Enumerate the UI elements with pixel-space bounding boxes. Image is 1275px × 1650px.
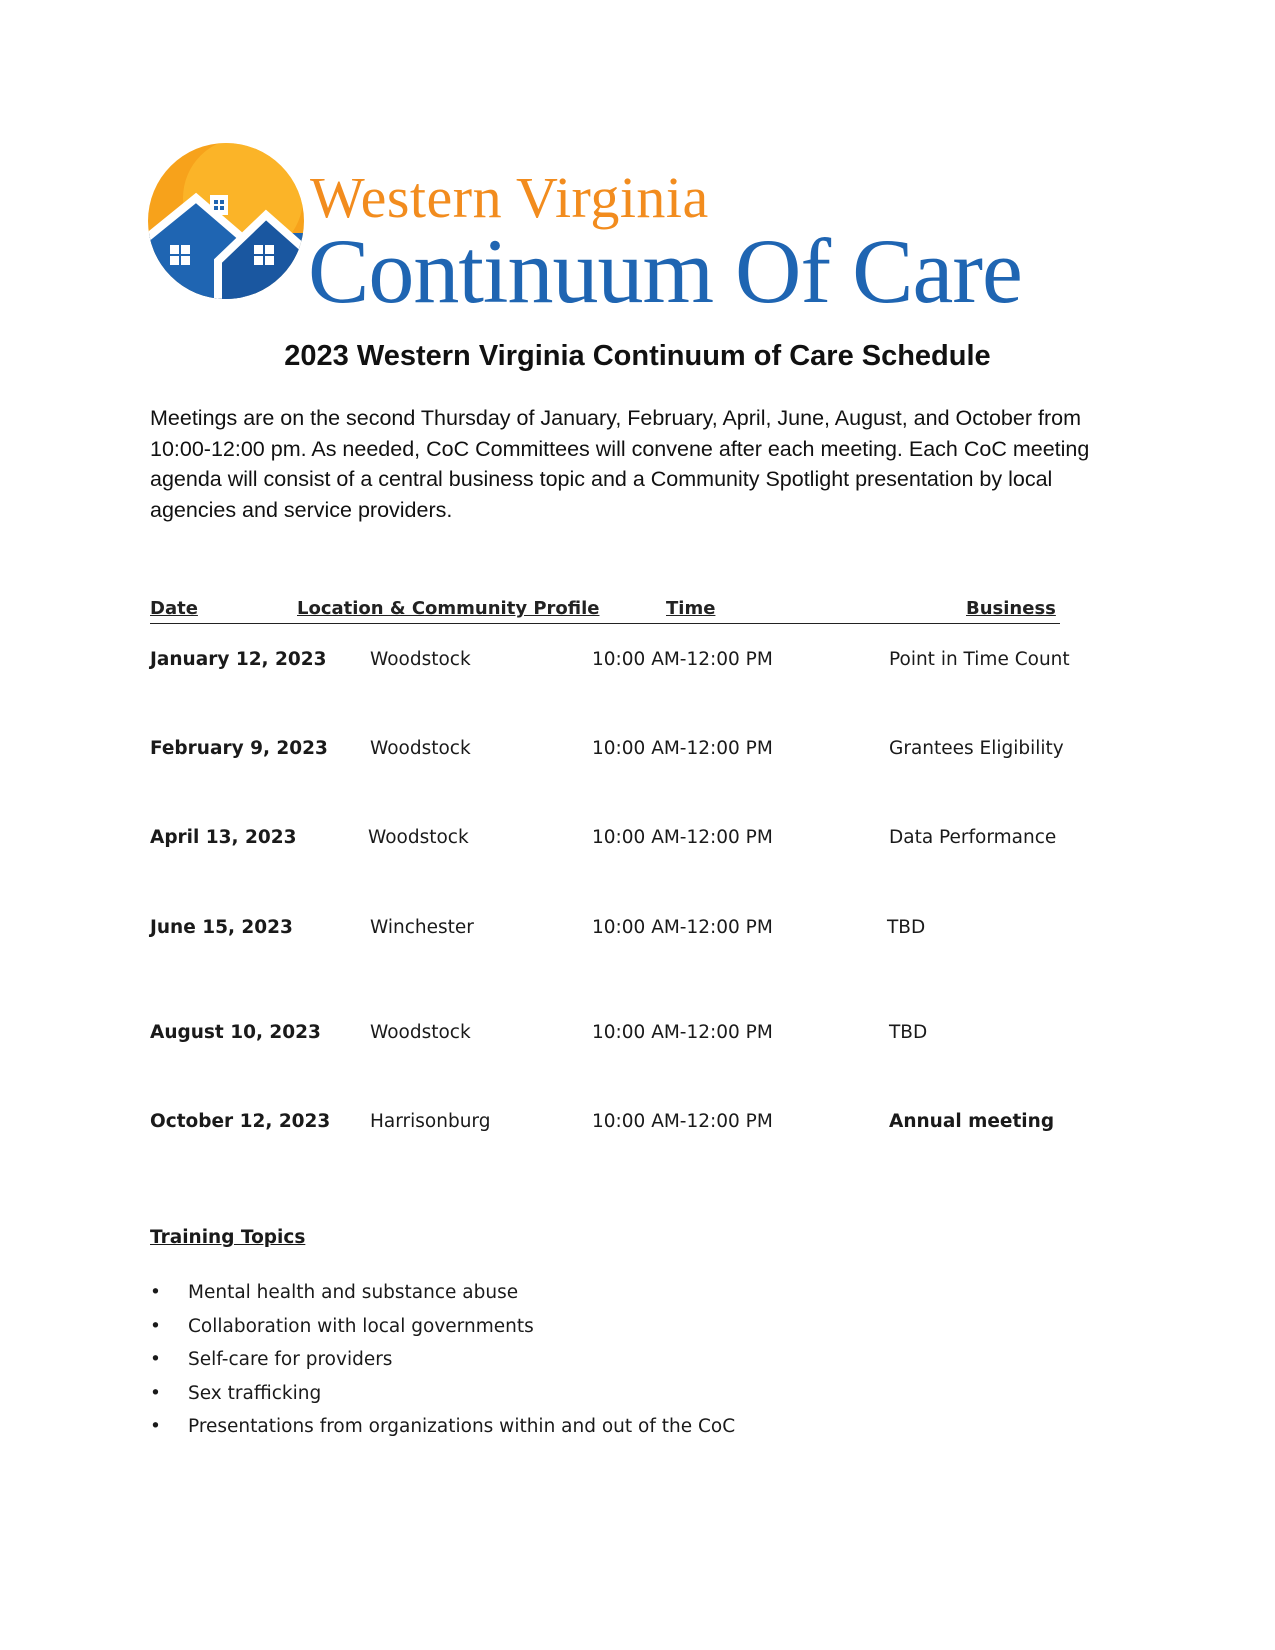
row-location: Winchester xyxy=(370,917,474,938)
bullet-icon: • xyxy=(150,1349,161,1370)
row-time: 10:00 AM-12:00 PM xyxy=(592,827,773,848)
header-date: Date xyxy=(150,598,198,619)
row-time: 10:00 AM-12:00 PM xyxy=(592,1111,773,1132)
row-time: 10:00 AM-12:00 PM xyxy=(592,649,773,670)
row-location: Woodstock xyxy=(370,1022,471,1043)
header-location: Location & Community Profile xyxy=(297,598,600,619)
row-business: Grantees Eligibility xyxy=(889,738,1064,759)
topic-text: Collaboration with local governments xyxy=(188,1315,534,1337)
row-time: 10:00 AM-12:00 PM xyxy=(592,1022,773,1043)
row-time: 10:00 AM-12:00 PM xyxy=(592,738,773,759)
row-business: Point in Time Count xyxy=(889,649,1070,670)
topic-text: Presentations from organizations within and out of the CoC xyxy=(188,1416,736,1437)
bullet-icon: • xyxy=(150,1282,161,1303)
bullet-icon: • xyxy=(150,1382,161,1404)
bullet-icon: • xyxy=(150,1315,161,1337)
intro-paragraph: Meetings are on the second Thursday of January, February, April, June, August, and October from 10:00-12:00 pm. As needed, CoC Committees will convene after each meeting. Each CoC meeting agenda will consist of a central business topic and a Community Spotlight presentation by local agencies and service providers. xyxy=(150,406,1090,522)
logo xyxy=(148,143,1048,322)
house-sun-logo-icon xyxy=(148,143,308,303)
header-business: Business xyxy=(966,598,1056,619)
logo-line-western-virginia: Western Virginia xyxy=(310,165,709,230)
row-business: TBD xyxy=(889,1022,928,1043)
row-date: June 15, 2023 xyxy=(150,917,293,938)
row-date: January 12, 2023 xyxy=(150,649,327,670)
header-rule xyxy=(150,623,1060,624)
row-location: Woodstock xyxy=(370,738,471,759)
row-location: Woodstock xyxy=(368,827,469,848)
row-date: October 12, 2023 xyxy=(150,1111,331,1132)
row-business: TBD xyxy=(887,917,926,938)
logo-line-continuum-of-care: Continuum Of Care xyxy=(308,220,1022,322)
row-location: Harrisonburg xyxy=(370,1111,491,1132)
topic-text: Mental health and substance abuse xyxy=(188,1282,519,1303)
row-business: Annual meeting xyxy=(889,1111,1055,1132)
row-business: Data Performance xyxy=(889,827,1057,848)
topic-text: Sex trafficking xyxy=(188,1382,322,1404)
row-date: February 9, 2023 xyxy=(150,738,328,759)
page-title: 2023 Western Virginia Continuum of Care Schedule xyxy=(284,340,991,372)
bullet-icon: • xyxy=(150,1416,161,1437)
row-date: April 13, 2023 xyxy=(150,827,297,848)
row-location: Woodstock xyxy=(370,649,471,670)
row-date: August 10, 2023 xyxy=(150,1022,321,1043)
topic-text: Self-care for providers xyxy=(188,1349,393,1370)
row-time: 10:00 AM-12:00 PM xyxy=(592,917,773,938)
training-topics-heading: Training Topics xyxy=(150,1227,306,1248)
header-time: Time xyxy=(666,598,716,619)
